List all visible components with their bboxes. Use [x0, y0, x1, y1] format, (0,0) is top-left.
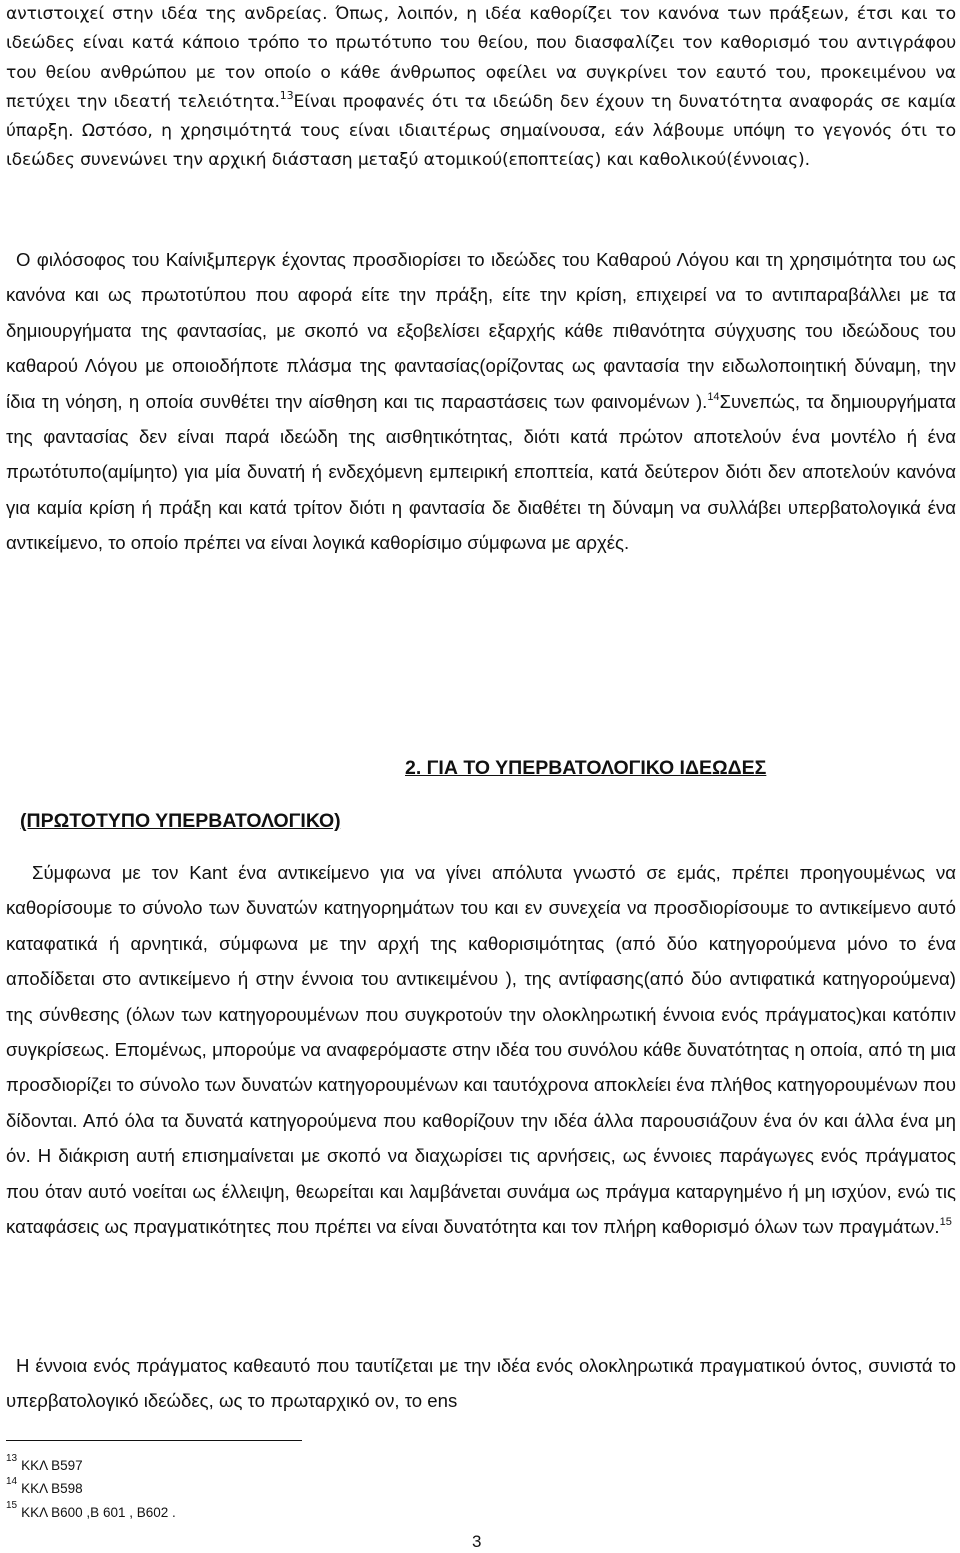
section-heading	[405, 757, 766, 780]
paragraph-3-text-a: Σύμφωνα με τον Kant ένα αντικείμενο για να γίνει απόλυτα γνωστό σε εμάς, πρέπει προηγουμένως να καθορίσουμε το σύνολο των δυνατών κατηγορημάτων του και εν συνεχεία να προσδιορίσουμε το αντικείμενο αυτό καταφατικά ή αρνητικά, σύμφωνα με την αρχή της καθορισιμότητας (από δύο κατηγορούμενα μόνο το ένα αποδίδεται στο αντικείμενο ή στην έννοια του αντικειμένου ), της αντίφασης(από δύο αντιφατικά κατηγορούμενα) της σύνθεσης (όλων των κατηγορουμένων που συγκροτούν την ολοκληρωτική έννοια ενός πράγματος)και κατόπιν συγκρίσεως. Επομένως, μπορούμε να αναφερόμαστε στην ιδέα του συνόλου κάθε δυνατότητας η οποία, από τη μια προσδιορίζει το σύνολο των δυνατών κατηγορουμένων και ταυτόχρονα αποκλείει ένα πλήθος κατηγορουμένων που δίδονται. Από όλα τα δυνατά κατηγορούμενα που καθορίζουν την ιδέα άλλα παρουσιάζουν ένα όν και άλλα ένα μη όν. Η διάκριση αυτή επισημαίνεται με σκοπό να διαχωρίσει τις αρνήσεις, ως έννοιες παράγωγες ενός πράγματος που όταν αυτό νοείται ως έλλειψη, θεωρείται και λαμβάνεται συνάμα ως πράγμα καταργημένο ή μη ισχύον, ενώ τις καταφάσεις ως πραγματικότητες που πρέπει να είναι δυνατότητα και τον πλήρη καθορισμό όλων των πραγμάτων.	[6, 862, 956, 1238]
paragraph-3	[6, 855, 956, 1244]
paragraph-1	[6, 0, 956, 176]
paragraph-4	[6, 1348, 956, 1419]
section-subheading-text: (ΠΡΩΤΟΤΥΠΟ ΥΠΕΡΒΑΤΟΛΟΓΙΚΟ)	[20, 810, 341, 832]
footnote-ref-13: 13	[279, 88, 294, 102]
footnote-text: ΚΚΛ Β597	[21, 1458, 83, 1473]
paragraph-1-text-a: αντιστοιχεί στην ιδέα της ανδρείας. Όπως, λοιπόν, η ιδέα καθορίζει τον κανόνα των πράξεων, έτσι και το ιδεώδες είναι κατά κάποιο τρόπο το πρωτότυπο του θείου, που διασφαλίζει τον καθορισμό του αντιγράφου του θείου ανθρώπου με τον οποίο ο κάθε άνθρωπος οφείλει να συγκρίνει τον εαυτό του, προκειμένου να πετύχει την ιδεατή τελειότητα.	[6, 4, 956, 112]
section-heading-text: 2. ΓΙΑ ΤΟ ΥΠΕΡΒΑΤΟΛΟΓΙΚΟ ΙΔΕΩΔΕΣ	[405, 757, 767, 779]
paragraph-2	[6, 242, 956, 561]
paragraph-4-text-a: Η έννοια ενός πράγματος καθεαυτό που ταυτίζεται με την ιδέα ενός ολοκληρωτικά πραγματικού όντος, συνιστά το υπερβατολογικό ιδεώδες, ως το πρωταρχικό ον, το ens	[6, 1355, 956, 1412]
paragraph-1-text-b: Είναι προφανές ότι τα ιδεώδη δεν έχουν τη δυνατότητα αναφοράς σε καμία ύπαρξη. Ωστόσο, η χρησιμότητά τους είναι ιδιαιτέρως σημαίνουσα, εάν λάβουμε υπόψη το γεγονός ότι το ιδεώδες συνενώνει την αρχική διάσταση μεταξύ ατομικού(εποπτείας) και καθολικού(έννοιας).	[6, 91, 956, 171]
paragraph-2-text-b: Συνεπώς, τα δημιουργήματα της φαντασίας δεν είναι παρά ιδεώδη της αισθητικότητας, διότι κατά πρώτον αποτελούν ένα μοντέλο ή ένα πρωτότυπο(αμίμητο) για μία δυνατή ή ενδεχόμενη εμπειρική εποπτεία, κατά δεύτερον διότι δεν αποτελούν κανόνα για καμία κρίση ή πράξη και κατά τρίτον διότι η φαντασία δε διαθέτει τη δύναμη να συλλάβει υπερβατολογικά ένα αντικείμενο, το οποίο πρέπει να είναι λογικά καθορίσιμο σύμφωνα με αρχές.	[6, 390, 956, 554]
footnote-number: 13	[6, 1453, 18, 1464]
section-subheading	[20, 810, 341, 833]
footnote-ref-15: 15	[939, 1216, 952, 1229]
footnote-ref-14: 14	[707, 390, 720, 403]
footnote-number: 14	[6, 1476, 18, 1487]
page-number: 3	[472, 1532, 482, 1551]
footnote-number: 15	[6, 1500, 18, 1511]
footnote-separator	[6, 1440, 302, 1441]
footnote-14	[6, 1476, 83, 1497]
footnote-text: ΚΚΛ Β598	[21, 1481, 83, 1496]
paragraph-2-text-a: Ο φιλόσοφος του Καίνιξμπεργκ έχοντας προσδιορίσει το ιδεώδες του Καθαρού Λόγου και τη χρησιμότητα του ως κανόνα και ως πρωτοτύπου που αφορά είτε την πράξη, είτε την κρίση, επιχειρεί να το αντιπαραβάλλει με τα δημιουργήματα της φαντασίας, με σκοπό να εξοβελίσει εξαρχής κάθε πιθανότητα σύγχυσης του ιδεώδους του καθαρού Λόγου με οποιοδήποτε πλάσμα της φαντασίας(ορίζοντας ως φαντασία την ειδωλοποιητική δύναμη, την ίδια τη νόηση, η οποία συνθέτει την αίσθηση και τις παραστάσεις των φαινομένων ).	[6, 249, 956, 412]
footnote-text: ΚΚΛ Β600 ,Β 601 , Β602 .	[21, 1505, 176, 1520]
footnote-15	[6, 1500, 176, 1521]
footnote-13	[6, 1453, 83, 1474]
